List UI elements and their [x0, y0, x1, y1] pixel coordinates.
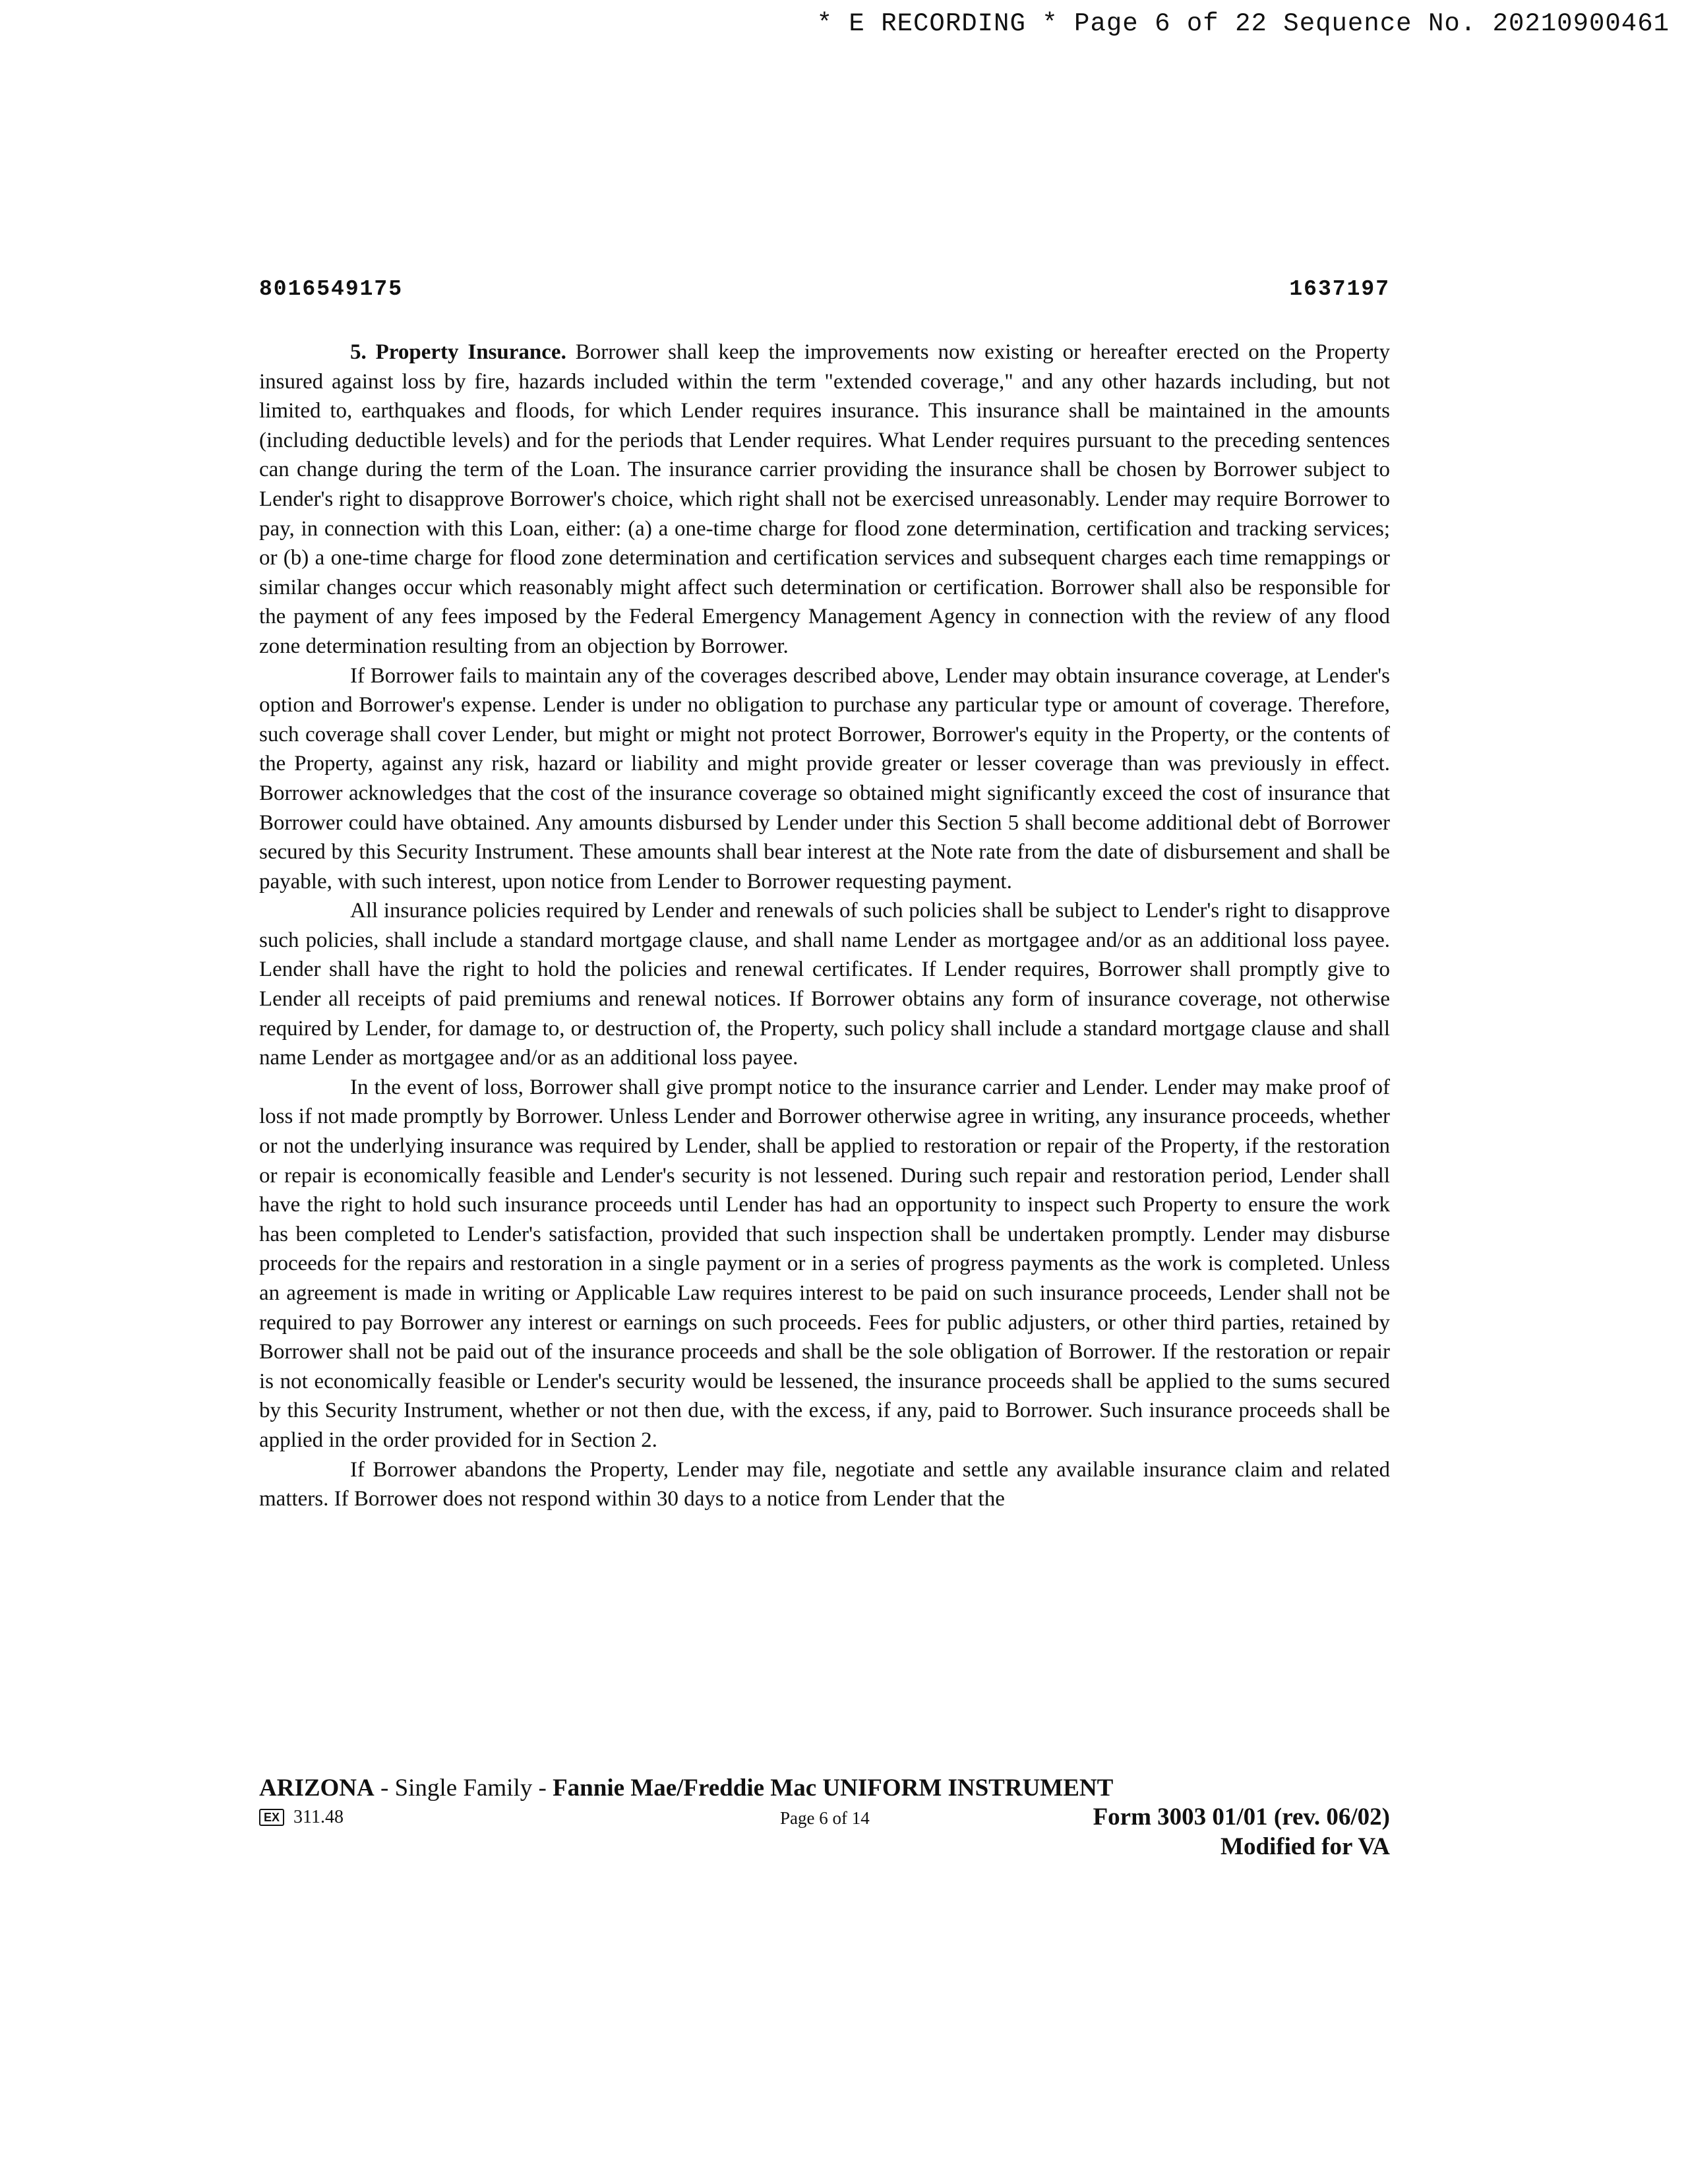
footer-separator: - — [374, 1774, 395, 1802]
form-code-icon: EX — [259, 1809, 284, 1826]
paragraph-2: If Borrower fails to maintain any of the coverages described above, Lender may obtain insurance coverage, at Lender's option and Borrower's expense. Lender is under no obligation to purchase any particular type or amount of coverage. Therefore, such coverage shall cover Lender, but might or might not protect Borrower, Borrower's equity in the Property, or the contents of the Property, against any risk, hazard or liability and might provide greater or lesser coverage than was previously in effect. Borrower acknowledges that the cost of the insurance coverage so obtained might significantly exceed the cost of insurance that Borrower could have obtained. Any amounts disbursed by Lender under this Section 5 shall become additional debt of Borrower secured by this Security Instrument. These amounts shall bear interest at the Note rate from the date of disbursement and shall be payable, with such interest, upon notice from Lender to Borrower requesting payment. — [259, 663, 1390, 894]
footer-row — [259, 1803, 1390, 1832]
section-heading: 5. Property Insurance. — [350, 340, 566, 364]
footer-state: ARIZONA — [259, 1774, 375, 1802]
footer-family: Single Family — [394, 1774, 533, 1802]
recording-header: * E RECORDING * Page 6 of 22 Sequence No. 20210900461 — [816, 9, 1670, 38]
document-body — [259, 338, 1390, 1514]
footer-instrument-line — [259, 1774, 1390, 1803]
loan-identifiers — [259, 277, 1390, 301]
form-number: Form 3003 01/01 (rev. 06/02) — [1093, 1804, 1390, 1831]
footer-separator: - — [532, 1774, 553, 1802]
min-number: 1637197 — [1289, 277, 1390, 301]
page-number: Page 6 of 14 — [780, 1808, 870, 1828]
footer-instrument: Fannie Mae/Freddie Mac UNIFORM INSTRUMENT — [553, 1774, 1114, 1802]
paragraph-3: All insurance policies required by Lender and renewals of such policies shall be subject to Lender's right to disapprove such policies, shall include a standard mortgage clause, and shall name Lender as mortgagee and/or as an additional loss payee. Lender shall have the right to hold the policies and renewal certificates. If Lender requires, Borrower shall promptly give to Lender all receipts of paid premiums and renewal notices. If Borrower obtains any form of insurance coverage, not otherwise required by Lender, for damage to, or destruction of, the Property, such policy shall include a standard mortgage clause and shall name Lender as mortgagee and/or as an additional loss payee. — [259, 899, 1390, 1070]
paragraph-4: In the event of loss, Borrower shall give prompt notice to the insurance carrier and Lender. Lender may make proof of loss if not made promptly by Borrower. Unless Lender and Borrower otherwise agree in writing, any insurance proceeds, whether or not the underlying insurance was required by Lender, shall be applied to restoration or repair of the Property, if the restoration or repair is economically feasible and Lender's security is not lessened. During such repair and restoration period, Lender shall have the right to hold such insurance proceeds until Lender has had an opportunity to inspect such Property to ensure the work has been completed to Lender's satisfaction, provided that such inspection shall be undertaken promptly. Lender may disburse proceeds for the repairs and restoration in a single payment or in a series of progress payments as the work is completed. Unless an agreement is made in writing or Applicable Law requires interest to be paid on such insurance proceeds, Lender shall not be required to pay Borrower any interest or earnings on such proceeds. Fees for public adjusters, or other third parties, retained by Borrower shall not be paid out of the insurance proceeds and shall be the sole obligation of Borrower. If the restoration or repair is not economically feasible or Lender's security would be lessened, the insurance proceeds shall be applied to the sums secured by this Security Instrument, whether or not then due, with the excess, if any, paid to Borrower. Such insurance proceeds shall be applied in the order provided for in Section 2. — [259, 1075, 1390, 1452]
modified-note: Modified for VA — [1221, 1833, 1390, 1860]
form-code — [259, 1807, 344, 1828]
paragraph-5: If Borrower abandons the Property, Lender may file, negotiate and settle any available insurance claim and related matters. If Borrower does not respond within 30 days to a notice from Lender that the — [259, 1457, 1390, 1511]
paragraph-1 — [259, 338, 1390, 661]
form-code-number: 311.48 — [293, 1807, 344, 1827]
paragraph-1-text: Borrower shall keep the improvements now existing or hereafter erected on the Property insured against loss by fire, hazards included within the term "extended coverage," and any other hazards including, but not limited to, earthquakes and floods, for which Lender requires insurance. This insurance shall be maintained in the amounts (including deductible levels) and for the periods that Lender requires. What Lender requires pursuant to the preceding sentences can change during the term of the Loan. The insurance carrier providing the insurance shall be chosen by Borrower subject to Lender's right to disapprove Borrower's choice, which right shall not be exercised unreasonably. Lender may require Borrower to pay, in connection with this Loan, either: (a) a one-time charge for flood zone determination, certification and tracking services; or (b) a one-time charge for flood zone determination and certification services and subsequent charges each time remappings or similar changes occur which reasonably might affect such determination or certification. Borrower shall also be responsible for the payment of any fees imposed by the Federal Emergency Management Agency in connection with the review of any flood zone determination resulting from an objection by Borrower. — [259, 340, 1391, 658]
loan-number: 8016549175 — [259, 277, 404, 301]
page-footer — [259, 1774, 1390, 1862]
